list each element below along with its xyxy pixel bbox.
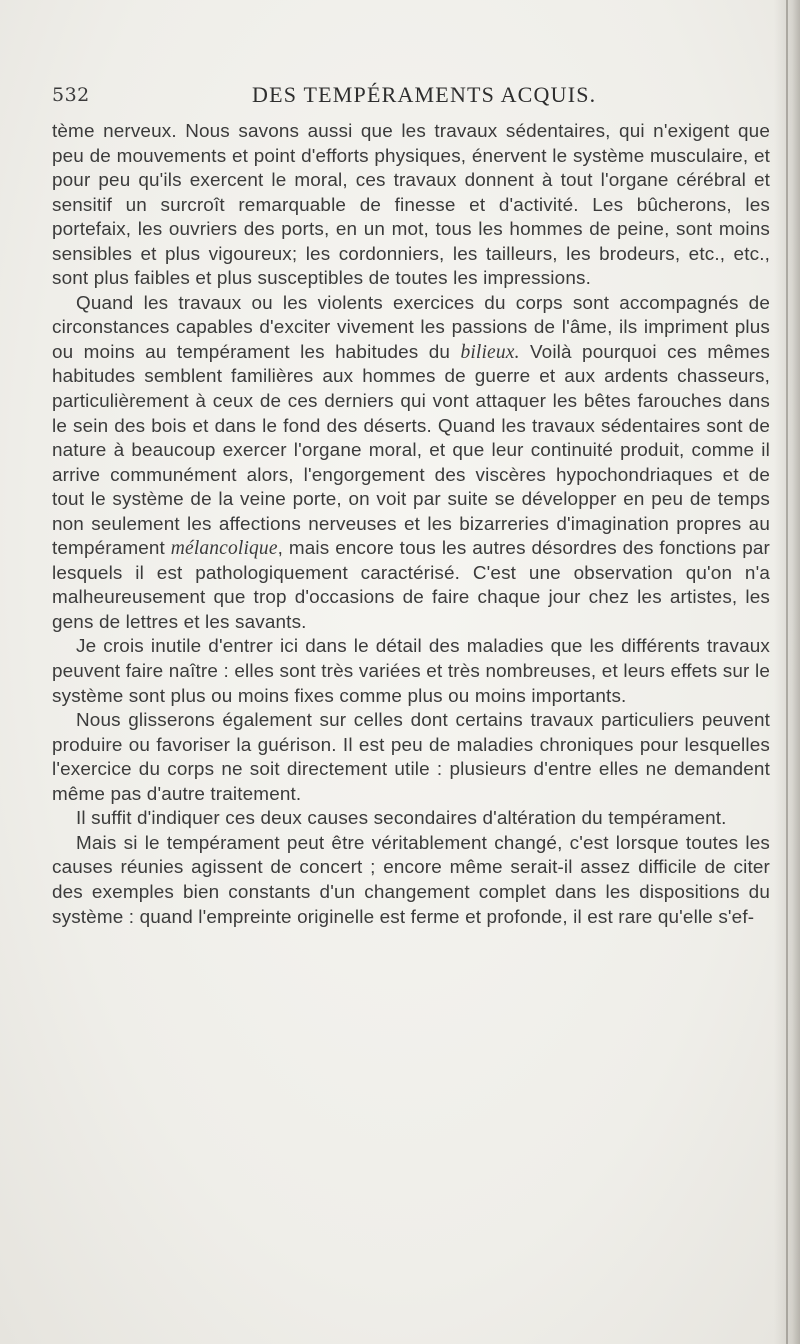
paragraph-5-text: Il suffit d'indiquer ces deux causes secondaires d'altération du tempérament. <box>76 808 727 830</box>
italic-term-melancolique: mélancolique <box>170 538 278 560</box>
paragraph-6 <box>52 832 770 930</box>
italic-term-bilieux: bilieux. <box>460 341 520 363</box>
paragraph-2-text-b: Voilà pourquoi ces mêmes habitudes semblent familières aux hommes de guerre et aux ardents chasseurs, particulièrement à ceux de ces derniers qui vont attaquer les bêtes farouches dans le sein des bois et dans le fond des déserts. Quand les travaux sédentaires sont de nature à beaucoup exercer l'organe moral, et que leur continuité produit, comme il arrive communément alors, l'engorgement des viscères hypochondriaques et de tout le système de la veine porte, on voit par suite se développer en peu de temps non seulement les affections nerveuses et les bizarreries d'imagination propres au tempérament <box>52 341 771 560</box>
paragraph-4 <box>52 709 770 807</box>
paragraph-1 <box>52 120 770 292</box>
paragraph-4-text: Nous glisserons également sur celles dont certains travaux particuliers peuvent produire ou favoriser la guérison. Il est peu de maladies chroniques pour lesquelles l'exercice du corps ne soit directement utile : plusieurs d'entre elles ne demandent même pas d'autre traitement. <box>52 710 770 805</box>
paragraph-3-text: Je crois inutile d'entrer ici dans le détail des maladies que les différents travaux peuvent faire naître : elles sont très variées et très nombreuses, et leurs effets sur le système sont plus ou moins fixes comme plus ou moins importants. <box>52 636 770 707</box>
page-header <box>52 84 772 114</box>
paragraph-3 <box>52 635 770 709</box>
paragraph-2 <box>52 292 770 636</box>
running-head: DES TEMPÉRAMENTS ACQUIS. <box>252 82 597 107</box>
paragraph-1-text: tème nerveux. Nous savons aussi que les travaux sédentaires, qui n'exigent que peu de mouvements et point d'efforts physiques, énervent le système musculaire, et pour peu qu'ils exercent le moral, ces travaux donnent à tout l'organe cérébral et sensitif un surcroît remarquable de finesse et d'activité. Les bûcherons, les portefaix, les ouvriers des ports, en un mot, tous les hommes de peine, sont moins sensibles et plus vigoureux; les cordonniers, les tailleurs, les brodeurs, etc., etc., sont plus faibles et plus susceptibles de toutes les impressions. <box>52 121 770 290</box>
paragraph-5 <box>52 807 770 832</box>
paragraph-2-text-a: Quand les travaux ou les violents exercices du corps sont accompagnés de circonstances capables d'exciter vivement les passions de l'âme, ils impriment plus ou moins au tempérament les habitudes du <box>52 292 770 363</box>
paragraph-6-text: Mais si le tempérament peut être véritablement changé, c'est lorsque toutes les causes réunies agissent de concert ; encore même serait-il assez difficile de citer des exemples bien constants d'un changement complet dans les dispositions du système : quand l'empreinte originelle est ferme et profonde, il est rare qu'elle s'ef- <box>52 832 770 928</box>
page-edge-line <box>786 0 788 1344</box>
paragraph-2-text-c: , mais encore tous les autres désordres des fonctions par lesquels il est pathologiquement caractérisé. C'est une observation qu'on n'a malheureusement que trop d'occasions de faire chaque jour chez les artistes, les gens de lettres et les savants. <box>52 538 770 633</box>
body-text <box>52 120 770 930</box>
page-number: 532 <box>52 84 90 106</box>
